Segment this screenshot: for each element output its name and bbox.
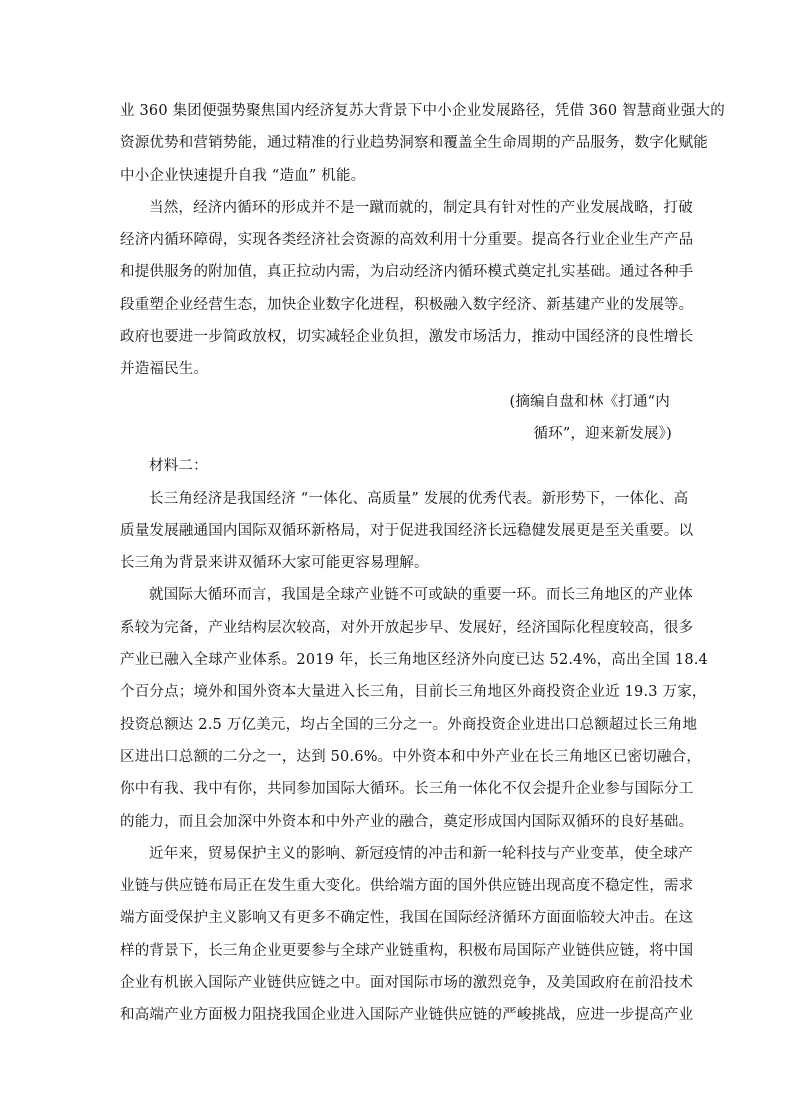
text-line: 近年来，贸易保护主义的影响、新冠疫情的冲击和新一轮科技与产业变革，使全球产 xyxy=(149,845,693,862)
text-line: 和提供服务的附加值，真正拉动内需，为启动经济内循环模式奠定扎实基础。通过各种手 xyxy=(120,264,694,281)
text-line: 中小企业快速提升自我 “造血” 机能。 xyxy=(120,167,366,184)
text-line: 并造福民生。 xyxy=(120,361,209,378)
source-citation xyxy=(120,386,672,451)
citation-line: (摘编自盘和林《打通“内 xyxy=(509,393,670,410)
text-line: 企业有机嵌入国际产业链供应链之中。面对国际市场的激烈竞争，及美国政府在前沿技术 xyxy=(120,975,694,992)
text-line: 质量发展融通国内国际双循环新格局，对于促进我国经济长远稳健发展更是至关重要。以 xyxy=(120,522,694,539)
text-line: 当然，经济内循环的形成并不是一蹴而就的，制定具有针对性的产业发展战略，打破 xyxy=(149,199,693,216)
text-line: 投资总额达 2.5 万亿美元，均占全国的三分之一。外商投资企业进出口总额超过长三角地 xyxy=(120,716,698,733)
text-line: 的能力，而且会加深中外资本和中外产业的融合，奠定形成国内国际双循环的良好基础。 xyxy=(120,813,694,830)
text-line: 业 360 集团便强势聚焦国内经济复苏大背景下中小企业发展路径，凭借 360 智慧商业强大的 xyxy=(120,103,725,119)
paragraph-domestic-circulation xyxy=(120,192,694,386)
text-line: 长三角为背景来讲双循环大家可能更容易理解。 xyxy=(120,555,429,572)
material-two-heading: 材料二： xyxy=(149,458,208,475)
paragraph-international-circulation xyxy=(120,579,708,837)
text-line: 就国际大循环而言，我国是全球产业链不可或缺的重要一环。而长三角地区的产业体 xyxy=(149,587,693,604)
citation-line: 循环”，迎来新发展》) xyxy=(533,425,672,442)
document-page xyxy=(120,95,725,1032)
text-line: 端方面受保护主义影响又有更多不确定性，我国在国际经济循环方面面临较大冲击。在这 xyxy=(120,910,694,927)
text-line: 业链与供应链布局正在发生重大变化。供给端方面的国外供应链出现高度不稳定性，需求 xyxy=(120,878,694,895)
paragraph-continuation xyxy=(120,95,725,192)
text-line: 资源优势和营销势能，通过精准的行业趋势洞察和覆盖全生命周期的产品服务，数字化赋能 xyxy=(120,135,708,152)
text-line: 样的背景下，长三角企业更要参与全球产业链重构，积极布局国际产业链供应链，将中国 xyxy=(120,942,694,959)
text-line: 和高端产业方面极力阻挠我国企业进入国际产业链供应链的严峻挑战，应进一步提高产业 xyxy=(120,1007,694,1024)
text-line: 区进出口总额的二分之一，达到 50.6%。中外资本和中外产业在长三角地区已密切融合， xyxy=(120,748,702,765)
text-line: 段重塑企业经营生态，加快企业数字化进程，积极融入数字经济、新基建产业的发展等。 xyxy=(120,296,694,313)
text-line: 长三角经济是我国经济 “一体化、高质量” 发展的优秀代表。新形势下，一体化、高 xyxy=(149,490,689,507)
text-line: 政府也要进一步简政放权，切实减轻企业负担，激发市场活力，推动中国经济的良性增长 xyxy=(120,329,694,346)
text-line: 经济内循环障碍，实现各类经济社会资源的高效利用十分重要。提高各行业企业生产产品 xyxy=(120,232,694,249)
text-line: 系较为完备，产业结构层次较高，对外开放起步早、发展好，经济国际化程度较高，很多 xyxy=(120,619,694,636)
paragraph-yangtze-delta xyxy=(120,483,694,580)
paragraph-recent-years xyxy=(120,838,694,1032)
text-line: 个百分点；境外和国外资本大量进入长三角，目前长三角地区外商投资企业近 19.3 万家， xyxy=(120,684,707,701)
text-line: 产业已融入全球产业体系。2019 年，长三角地区经济外向度已达 52.4%，高出全国 18.4 xyxy=(120,652,708,669)
text-line: 你中有我、我中有你，共同参加国际大循环。长三角一体化不仅会提升企业参与国际分工 xyxy=(120,781,694,798)
